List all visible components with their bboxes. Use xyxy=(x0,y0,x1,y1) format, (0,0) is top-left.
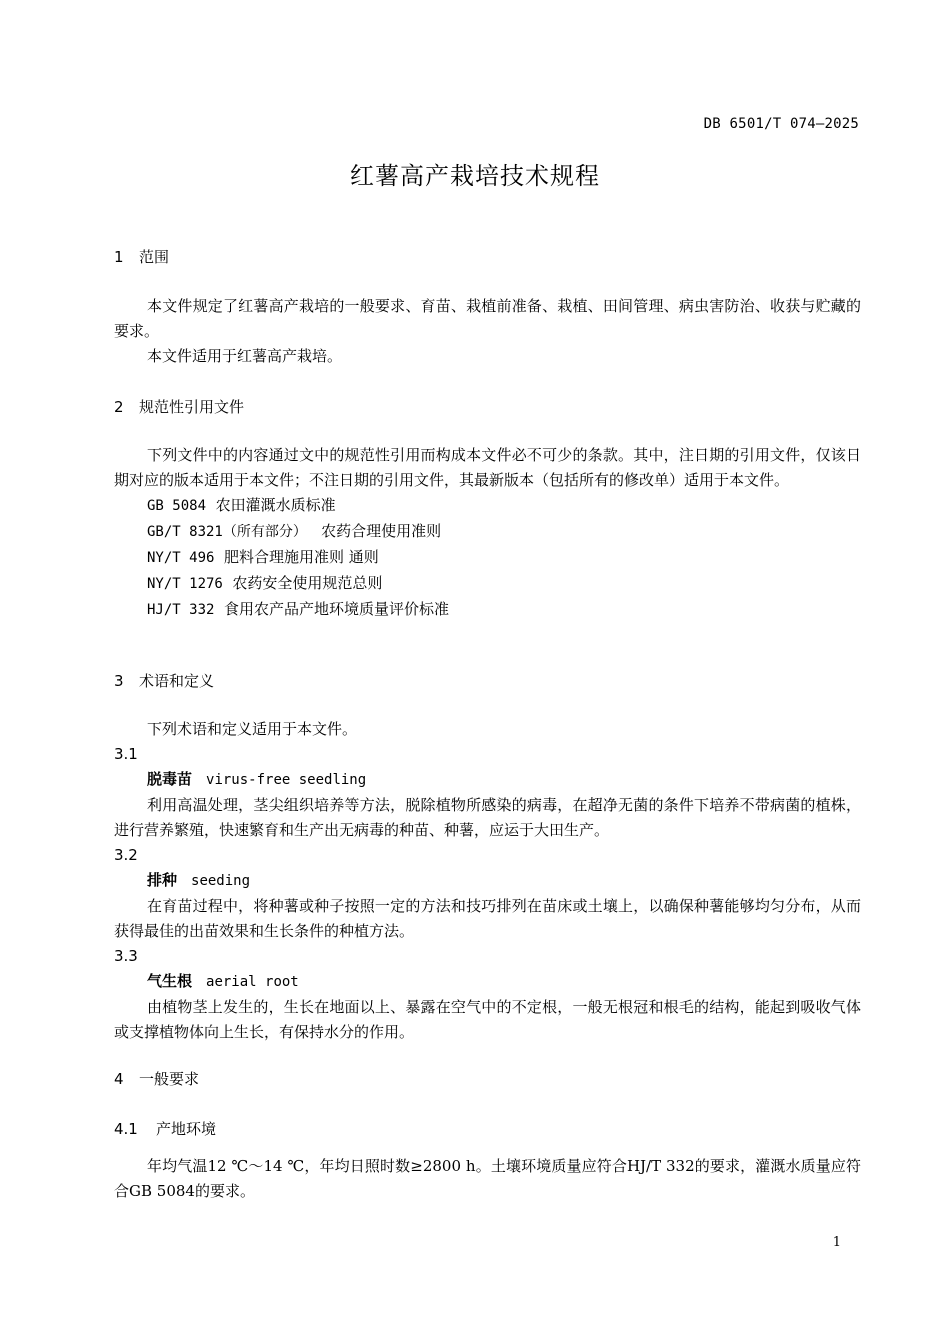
paragraph: 下列术语和定义适用于本文件。 xyxy=(147,720,358,738)
reference-item xyxy=(114,493,861,519)
standard-code: DB 6501/T 074—2025 xyxy=(703,116,859,132)
term-zh: 气生根 xyxy=(147,972,193,990)
paragraph: 本文件适用于红薯高产栽培。 xyxy=(147,347,343,365)
page-number: 1 xyxy=(832,1235,841,1250)
section-title: 一般要求 xyxy=(139,1070,200,1088)
term-en: aerial root xyxy=(206,974,299,990)
reference-code: GB 5084 xyxy=(147,498,207,514)
term-definition: 在育苗过程中，将种薯或种子按照一定的方法和技巧排列在苗床或土壤上，以确保种薯能够均匀分布，从而获得最佳的出苗效果和生长条件的种植方法。 xyxy=(114,897,861,940)
reference-code: NY/T 1276 xyxy=(147,576,223,592)
term-en: seeding xyxy=(191,873,251,889)
reference-item xyxy=(114,597,861,623)
reference-title: 肥料合理施用准则 通则 xyxy=(223,548,379,566)
reference-title: 食用农产品产地环境质量评价标准 xyxy=(223,600,449,618)
section-1-heading xyxy=(114,247,861,267)
reference-item xyxy=(114,519,861,545)
section-number: 3 xyxy=(114,672,124,690)
section-4-heading xyxy=(114,1069,861,1089)
reference-item xyxy=(114,545,861,571)
section-number: 1 xyxy=(114,248,124,266)
paragraph: 下列文件中的内容通过文中的规范性引用而构成本文件必不可少的条款。其中，注日期的引用文件，仅该日期对应的版本适用于本文件；不注日期的引用文件，其最新版本（包括所有的修改单）适用于本文件。 xyxy=(114,446,861,489)
section-3-body xyxy=(114,717,861,1045)
reference-title: 农田灌溉水质标准 xyxy=(215,496,336,514)
section-number: 4 xyxy=(114,1070,124,1088)
section-title: 规范性引用文件 xyxy=(139,398,245,416)
document-title: 红薯高产栽培技术规程 xyxy=(350,162,600,190)
subsection-number: 4.1 xyxy=(114,1120,138,1138)
subsection-4-1-heading xyxy=(114,1119,861,1139)
term-definition: 由植物茎上发生的，生长在地面以上、暴露在空气中的不定根，一般无根冠和根毛的结构，能起到吸收气体或支撑植物体向上生长，有保持水分的作用。 xyxy=(114,998,861,1041)
term-number: 3.2 xyxy=(114,846,138,864)
section-1-body xyxy=(114,294,861,369)
section-number: 2 xyxy=(114,398,124,416)
paragraph: 本文件规定了红薯高产栽培的一般要求、育苗、栽植前准备、栽植、田间管理、病虫害防治、收获与贮藏的要求。 xyxy=(114,297,861,340)
term-name xyxy=(114,969,861,995)
term-en: virus-free seedling xyxy=(206,772,367,788)
subsection-title: 产地环境 xyxy=(156,1120,217,1138)
section-title: 范围 xyxy=(139,248,170,266)
term-number: 3.3 xyxy=(114,947,138,965)
term-zh: 脱毒苗 xyxy=(147,770,193,788)
reference-title: 农药安全使用规范总则 xyxy=(232,574,383,592)
section-3-heading xyxy=(114,671,861,691)
reference-code: NY/T 496 xyxy=(147,550,215,566)
reference-item xyxy=(114,571,861,597)
term-definition: 利用高温处理，茎尖组织培养等方法，脱除植物所感染的病毒，在超净无菌的条件下培养不带病菌的植株，进行营养繁殖，快速繁育和生产出无病毒的种苗、种薯，应运于大田生产。 xyxy=(114,796,861,839)
term-name xyxy=(114,868,861,894)
reference-title: 农药合理使用准则 xyxy=(321,522,442,540)
subsection-4-1-body xyxy=(114,1154,861,1204)
term-number: 3.1 xyxy=(114,745,138,763)
reference-code: HJ/T 332 xyxy=(147,602,215,618)
reference-code: GB/T 8321（所有部分） xyxy=(147,524,307,540)
section-2-body xyxy=(114,443,861,623)
term-name xyxy=(114,767,861,793)
section-2-heading xyxy=(114,397,861,417)
paragraph: 年均气温12 ℃～14 ℃，年均日照时数≥2800 h。土壤环境质量应符合HJ/T 332的要求，灌溉水质量应符合GB 5084的要求。 xyxy=(114,1157,861,1200)
section-title: 术语和定义 xyxy=(139,672,215,690)
term-zh: 排种 xyxy=(147,871,178,889)
